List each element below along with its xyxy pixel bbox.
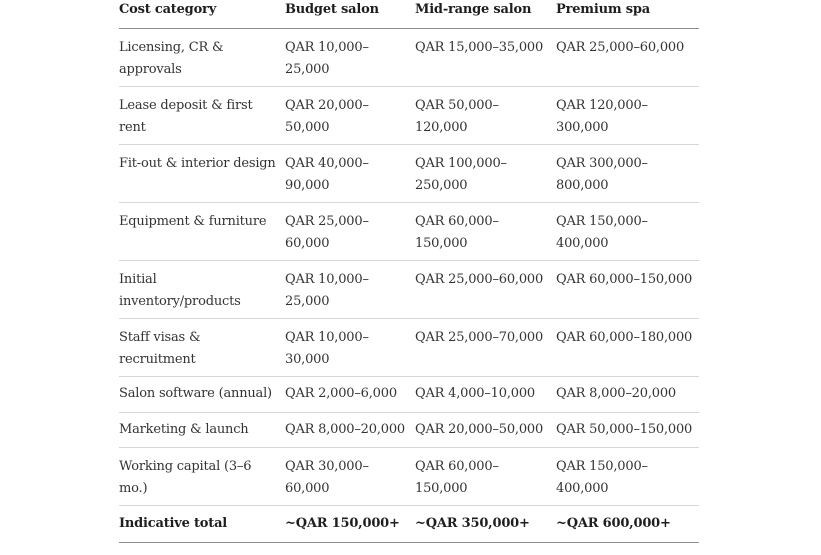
mid-range-salon-cell: QAR 15,000–35,000 [415, 29, 556, 87]
total-row [119, 506, 699, 543]
premium-spa-cell: QAR 60,000–150,000 [556, 261, 699, 319]
table-row [119, 377, 699, 413]
premium-spa-cell: QAR 60,000–180,000 [556, 319, 699, 377]
total-label: Indicative total [119, 506, 285, 543]
header-cost-category: Cost category [119, 0, 285, 29]
table-row [119, 145, 699, 203]
cost-category-cell: Marketing & launch [119, 412, 285, 448]
premium-spa-cell: QAR 120,000–300,000 [556, 87, 699, 145]
mid-range-salon-cell: QAR 25,000–70,000 [415, 319, 556, 377]
cost-category-cell: Equipment & furniture [119, 203, 285, 261]
table-row [119, 29, 699, 87]
table-row [119, 261, 699, 319]
mid-range-salon-cell: QAR 4,000–10,000 [415, 377, 556, 413]
premium-spa-cell: QAR 25,000–60,000 [556, 29, 699, 87]
budget-salon-cell: QAR 30,000–60,000 [285, 448, 415, 506]
mid-range-salon-cell: QAR 50,000–120,000 [415, 87, 556, 145]
cost-category-cell: Working capital (3–6 mo.) [119, 448, 285, 506]
cost-category-cell: Staff visas & recruitment [119, 319, 285, 377]
table-row [119, 448, 699, 506]
header-mid-range-salon: Mid-range salon [415, 0, 556, 29]
table-row [119, 319, 699, 377]
premium-spa-cell: QAR 8,000–20,000 [556, 377, 699, 413]
table-row [119, 412, 699, 448]
mid-range-salon-cell: QAR 60,000–150,000 [415, 448, 556, 506]
cost-category-cell: Salon software (annual) [119, 377, 285, 413]
budget-salon-cell: QAR 20,000–50,000 [285, 87, 415, 145]
cost-category-cell: Fit-out & interior design [119, 145, 285, 203]
total-mid-range-salon: ~QAR 350,000+ [415, 506, 556, 543]
cost-comparison-table [119, 0, 699, 543]
premium-spa-cell: QAR 150,000–400,000 [556, 448, 699, 506]
table-header-row [119, 0, 699, 29]
budget-salon-cell: QAR 25,000–60,000 [285, 203, 415, 261]
budget-salon-cell: QAR 8,000–20,000 [285, 412, 415, 448]
budget-salon-cell: QAR 40,000–90,000 [285, 145, 415, 203]
cost-category-cell: Lease deposit & first rent [119, 87, 285, 145]
table-row [119, 203, 699, 261]
mid-range-salon-cell: QAR 100,000–250,000 [415, 145, 556, 203]
premium-spa-cell: QAR 300,000–800,000 [556, 145, 699, 203]
premium-spa-cell: QAR 50,000–150,000 [556, 412, 699, 448]
premium-spa-cell: QAR 150,000–400,000 [556, 203, 699, 261]
cost-category-cell: Initial inventory/products [119, 261, 285, 319]
mid-range-salon-cell: QAR 25,000–60,000 [415, 261, 556, 319]
budget-salon-cell: QAR 10,000–25,000 [285, 29, 415, 87]
mid-range-salon-cell: QAR 20,000–50,000 [415, 412, 556, 448]
header-premium-spa: Premium spa [556, 0, 699, 29]
table-row [119, 87, 699, 145]
total-budget-salon: ~QAR 150,000+ [285, 506, 415, 543]
budget-salon-cell: QAR 2,000–6,000 [285, 377, 415, 413]
budget-salon-cell: QAR 10,000–25,000 [285, 261, 415, 319]
budget-salon-cell: QAR 10,000–30,000 [285, 319, 415, 377]
total-premium-spa: ~QAR 600,000+ [556, 506, 699, 543]
cost-category-cell: Licensing, CR & approvals [119, 29, 285, 87]
mid-range-salon-cell: QAR 60,000–150,000 [415, 203, 556, 261]
header-budget-salon: Budget salon [285, 0, 415, 29]
